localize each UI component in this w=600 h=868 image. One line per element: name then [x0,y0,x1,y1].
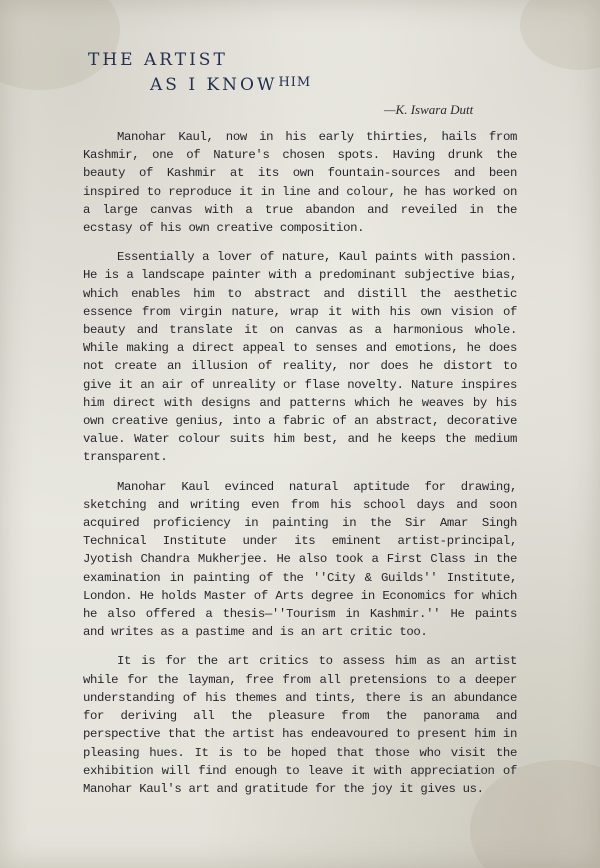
paragraph: It is for the art critics to assess him as an artist while for the layman, free from all pretensions to a deeper understanding of his themes and tints, there is an abundance for deriving all the pleasure from the panorama and perspective that the artist has endeavoured to present him in pleasing hues. It is to be hoped that those who visit the exhibition will find enough to leave it with appreciation of Manohar Kaul's art and gratitude for the joy it gives us. [83,654,517,796]
paragraph: Essentially a lover of nature, Kaul paints with passion. He is a landscape painter with a predominant subjective bias, which enables him to abstract and distill the aesthetic essence from virgin nature, wrap it with his own vision of beauty and translate it on canvas as a harmonious whole. While making a direct appeal to senses and emotions, he does not create an illusion of reality, nor does he distort to give it an air of unreality or flase novelty. Nature inspires him direct with designs and patterns which he weaves by his own creative genius, into a fabric of an abstract, decorative value. Water colour suits him best, and he keeps the medium transparent. [83,250,517,465]
article-title-line-1: THE ARTIST [88,50,228,70]
article-title-text: AS I KNOW [150,75,278,95]
article-title-raised-word: HIM [278,75,312,90]
paragraph: Manohar Kaul, now in his early thirties, hails from Kashmir, one of Nature's chosen spots. Having drunk the beauty of Kashmir at its own fountain-sources and been inspired to reproduce it in line and colour, he has worked on a large canvas with a true abandon and reveiled in the ecstasy of his own creative composition. [83,130,517,236]
paper-stain [0,0,120,90]
paper-stain [520,0,600,70]
paragraph: Manohar Kaul evinced natural aptitude for drawing, sketching and writing even from his school days and soon acquired proficiency in painting in the Sir Amar Singh Technical Institute under its eminent artist-principal, Jyotish Chandra Mukherjee. He also took a First Class in the examination in painting of the ''City & Guilds'' Institute, London. He holds Master of Arts degree in Economics for which he also offered a thesis—''Tourism in Kashmir.'' He paints and writes as a pastime and is an art critic too. [83,479,517,640]
author-byline: —K. Iswara Dutt [384,102,474,117]
article-title-line-2 [150,75,311,95]
article-body [83,128,517,809]
